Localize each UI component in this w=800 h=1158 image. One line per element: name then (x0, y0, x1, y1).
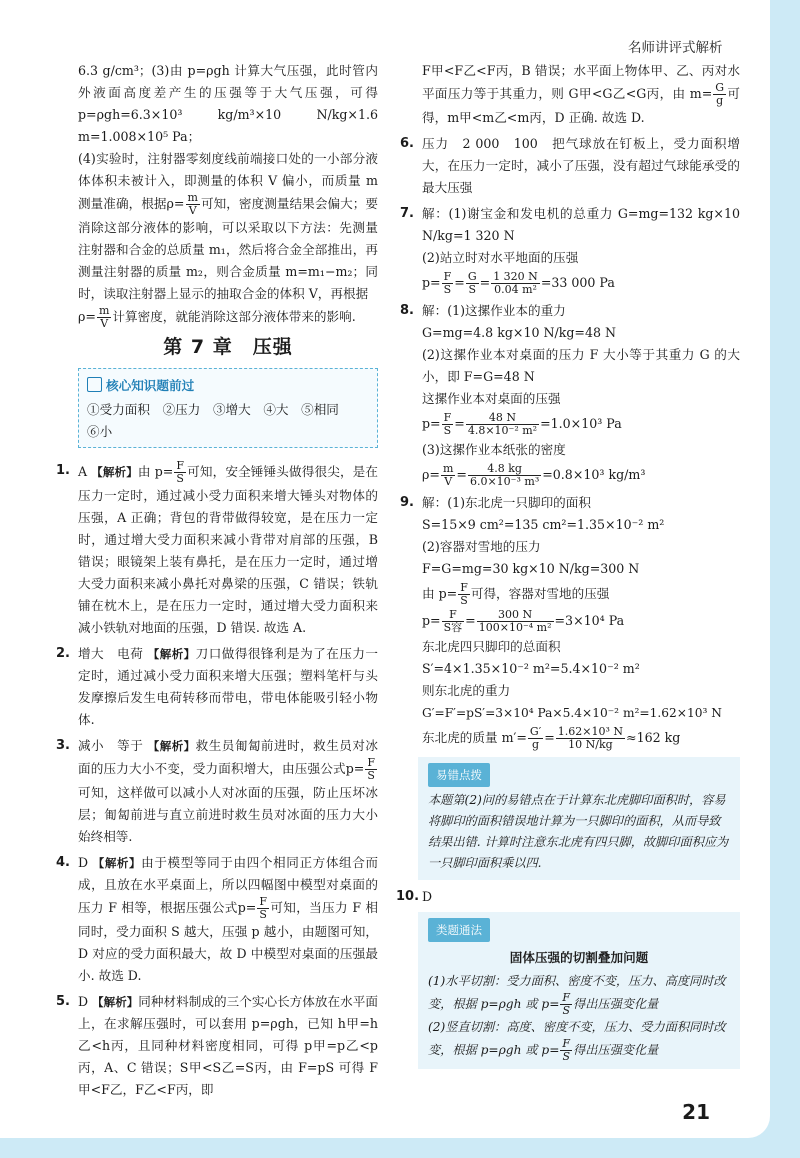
method-item-2-b: 得出压强变化量 (573, 1043, 659, 1057)
q9-line-1: 解：(1)东北虎一只脚印的面积 (422, 495, 591, 510)
fraction-f-over-s (458, 582, 470, 607)
question-6 (400, 133, 740, 199)
fraction-numerator: F (443, 270, 452, 283)
question-number: 8. (400, 303, 414, 318)
error-tip-label: 易错点拨 (428, 763, 490, 787)
fraction-denominator: S (443, 424, 452, 437)
error-tip-box (418, 757, 740, 880)
q9-l5-a: 由 p= (422, 586, 458, 601)
fraction-numerator: F (176, 459, 184, 472)
core-knowledge-answers-2: ⑥小 (87, 424, 113, 439)
fraction-denominator: 10 N/kg (568, 738, 613, 751)
fraction-f-over-s (442, 271, 454, 296)
question-number: 5. (56, 994, 70, 1009)
q8-line-2: G=mg=4.8 kg×10 N/kg=48 N (422, 325, 617, 340)
question-7 (400, 203, 740, 296)
question-10 (396, 886, 740, 908)
fraction-g-over-g (528, 726, 543, 751)
header-title: 名师讲评式解析 (628, 40, 723, 56)
question-number: 3. (56, 738, 70, 753)
fraction-numerator: m (187, 191, 198, 204)
method-item-2 (428, 1017, 730, 1063)
q6-body: 压力 2 000 100 把气球放在钉板上，受力面积增大，在压力一定时，减小了压强，没有超过气球能承受的最大压强 (422, 136, 740, 195)
eq-rho: ρ= (422, 467, 440, 482)
right-column (396, 60, 740, 1069)
prev-answer-part2 (78, 148, 378, 305)
method-item-1-b: 得出压强变化量 (573, 997, 659, 1011)
fraction-numerator: G (467, 270, 477, 283)
fraction-denominator: S (562, 1004, 570, 1017)
q8-line-1: 解：(1)这摞作业本的重力 (422, 303, 566, 318)
eq-result: ≈162 kg (626, 730, 681, 745)
fraction-denominator: S (460, 594, 468, 607)
question-4 (56, 852, 379, 987)
fraction-denominator: V (444, 475, 453, 488)
q1-pre: 由 p= (137, 464, 174, 479)
fraction-numerator: G (715, 81, 725, 94)
eq-equals-2: = (479, 275, 491, 290)
fraction-g-over-g (713, 82, 726, 107)
analysis-tag: 【解析】 (91, 465, 138, 479)
fraction-f-over-s-container (442, 609, 465, 634)
analysis-tag: 【解析】 (92, 995, 139, 1009)
question-5 (56, 991, 378, 1101)
q9-equation-1 (422, 609, 740, 634)
fraction-numeric (491, 271, 540, 296)
eq-result: =1.0×10³ Pa (540, 416, 622, 431)
fraction-denominator: V (100, 317, 109, 330)
question-number: 2. (56, 646, 70, 661)
fraction-numerator: 4.8 kg (468, 463, 541, 476)
method-label: 类题通法 (428, 918, 490, 942)
eq-result: =3×10⁴ Pa (554, 613, 625, 628)
prev-answer-text-a: (4)实验时，注射器零刻度线前端接口处的一小部分液体体积未被计入，即测量的体积 V 偏小，而质量 m 测量准确，根据 (78, 151, 378, 211)
q9-line-8: 则东北虎的重力 (422, 683, 511, 698)
fraction-f-over-s (365, 757, 377, 782)
q4-body-1: 由于模型等同于由四个相同正方体组合而成，且放在水平桌面上，所以四幅图中模型对桌面的压力 F 相等，根据压强公式 (78, 855, 379, 915)
fraction-g-over-s (466, 271, 479, 296)
answer: 增大 电荷 (78, 646, 144, 661)
fraction-numerator: F (443, 411, 452, 424)
q5-body: 同种材料制成的三个实心长方体放在水平面上，在求解压强时，可以套用 p=ρgh，已知 h甲=h乙<h丙，且同种材料密度相同，可得 p甲=p乙<p丙，A、C 错误；S甲<S乙=S丙，由 F=pS 可得 F甲<F乙，F乙<F丙，即 (78, 994, 378, 1097)
fraction-numeric (468, 463, 541, 488)
fraction-f-over-s (257, 896, 269, 921)
left-column (56, 60, 379, 1101)
q5-cont-2: 可得，m甲<m乙<m丙，D 正确. 故选 D. (422, 86, 740, 125)
core-knowledge-box (78, 368, 378, 448)
eq-equals: = (454, 275, 465, 290)
fraction-numerator: m (98, 304, 110, 317)
q9-mass-label: 东北虎的质量 m′= (422, 730, 527, 745)
analysis-tag: 【解析】 (147, 647, 196, 661)
fraction-denominator: S (176, 472, 184, 485)
question-number: 9. (400, 495, 414, 510)
fraction-denominator: S容 (443, 621, 463, 634)
fraction-f-over-s (442, 412, 454, 437)
answer: D (78, 994, 89, 1009)
q8-equation-1 (422, 412, 740, 437)
fraction-m-over-v (186, 192, 200, 217)
fraction-f-over-s (560, 1038, 572, 1063)
fraction-denominator: g (532, 738, 540, 751)
fraction-numeric (466, 412, 539, 437)
fraction-denominator: 6.0×10⁻³ m³ (469, 475, 540, 488)
core-knowledge-title: 核心知识题前过 (106, 378, 195, 393)
q9-line-7: S′=4×1.35×10⁻² m²=5.4×10⁻² m² (422, 661, 640, 676)
eq-equals: = (544, 730, 555, 745)
fraction-denominator: S (468, 283, 476, 296)
error-tip-text: 本题第(2)问的易错点在于计算东北虎脚印面积时，容易将脚印的面积错误地计算为一只脚印的面积，从而导致结果出错. 计算时注意东北虎有四只脚，故脚印面积应为一只脚印面积乘以四. (428, 793, 729, 870)
q5-cont-1: F甲<F乙<F丙，B 错误；水平面上物体甲、乙、丙对水平面压力等于其重力，则 G甲<G乙<G丙，由 m= (422, 63, 740, 101)
fraction-denominator: 4.8×10⁻² m² (467, 424, 538, 437)
page-number: 21 (682, 1100, 710, 1124)
q9-line-4: F=G=mg=30 kg×10 N/kg=300 N (422, 561, 640, 576)
answer: A (78, 464, 88, 479)
eq-equals: = (465, 613, 476, 628)
fraction-numerator: F (460, 581, 468, 594)
fraction-denominator: 100×10⁻⁴ m² (478, 621, 552, 634)
fraction-denominator: 0.04 m² (494, 283, 537, 296)
q9-l5-b: 可得，容器对雪地的压强 (470, 586, 610, 601)
q8-line-3: (2)这摞作业本对桌面的压力 F 大小等于其重力 G 的大小，即 F=G=48 N (422, 347, 740, 384)
fraction-numerator: F (367, 756, 375, 769)
q9-equation-2 (422, 726, 740, 751)
q9-line-6: 东北虎四只脚印的总面积 (422, 639, 561, 654)
q2-body: 刀口做得很锋利是为了在压力一定时，通过减小受力面积来增大压强；塑料笔杆与头发摩擦后发生电荷转移而带电，带电体能吸引轻小物体. (78, 646, 379, 727)
answer: 减小 等于 (78, 738, 144, 753)
fraction-numerator: G′ (529, 725, 542, 738)
book-icon (87, 377, 102, 392)
fraction-denominator: g (716, 94, 724, 107)
q3-p: p= (345, 761, 365, 776)
q7-line-1: 解：(1)谢宝金和发电机的总重力 G=mg=132 kg×10 N/kg=1 320 N (422, 206, 740, 243)
question-9 (400, 492, 740, 751)
prev-answer-part1: 6.3 g/cm³；(3)由 p=ρgh 计算大气压强，此时管内外液面高度差产生的压强等于大气压强，可得 p=ρgh=6.3×10³ kg/m³×10 N/kg×1.6 m=1.008×10⁵ Pa； (78, 63, 378, 144)
fraction-numerator: 1 320 N (493, 270, 538, 283)
eq-result: =0.8×10³ kg/m³ (542, 467, 646, 482)
fraction-numerator: F (562, 991, 571, 1004)
answer: D (422, 889, 433, 904)
question-number: 4. (56, 855, 70, 870)
q8-line-4: 这摞作业本对桌面的压强 (422, 391, 561, 406)
eq-p: p= (422, 275, 441, 290)
question-2 (56, 643, 379, 731)
fraction-denominator: S (562, 1050, 570, 1063)
question-1 (56, 459, 379, 639)
chapter-title: 第 7 章 压强 (163, 336, 293, 358)
core-knowledge-answers-1: ①受力面积 ②压力 ③增大 ④大 ⑤相同 (87, 402, 339, 417)
eq-p: p= (422, 613, 441, 628)
analysis-tag: 【解析】 (147, 739, 196, 753)
fraction-numerator: F (562, 1037, 571, 1050)
eq-p: p= (422, 416, 441, 431)
analysis-tag: 【解析】 (92, 856, 142, 870)
q3-body-2: 可知，这样做可以减小人对冰面的压强，防止压坏冰层；匍匐前进与直立前进时救生员对冰面的压力大小始终相等. (78, 785, 378, 844)
method-item-2-a: (2)竖直切割：高度、密度不变，压力、受力面积同时改变，根据 p=ρgh 或 p= (428, 1020, 726, 1057)
fraction-numerator: 48 N (466, 412, 539, 425)
fraction-numerator: 1.62×10³ N (557, 725, 624, 738)
q4-p: p= (237, 900, 257, 915)
method-item-1 (428, 971, 730, 1017)
fraction-denominator: V (188, 204, 197, 217)
fraction-m-over-v-2 (97, 305, 111, 330)
question-number: 10. (396, 889, 420, 904)
fraction-m-over-v (441, 463, 455, 488)
question-5-continued (422, 60, 740, 129)
method-title: 固体压强的切割叠加问题 (509, 950, 649, 965)
prev-answer-text-b: 可知，密度测量结果会偏大；要消除这部分液体的影响，可以采取以下方法：先测量注射器和合金的总质量 m₁，然后将合金全部推出，再测量注射器的质量 m₂，则合金质量 m=m₁−m₂；同时，读取注射器上显示的抽取合金的体积 V，再根据 (78, 196, 379, 301)
question-number: 7. (400, 206, 414, 221)
eq-result: =33 000 Pa (540, 275, 615, 290)
fraction-denominator: S (367, 769, 375, 782)
core-knowledge-header (87, 375, 369, 397)
rho-lhs: ρ= (166, 196, 185, 211)
fraction-denominator: S (443, 283, 452, 296)
method-box (418, 912, 740, 1069)
fraction-denominator: S (259, 908, 267, 921)
fraction-numerator: F (259, 895, 268, 908)
q7-line-2: (2)站立时对水平地面的压强 (422, 250, 579, 265)
fraction-numerator: m (442, 462, 454, 475)
question-number: 6. (400, 136, 414, 151)
rho-lhs-2: ρ= (78, 309, 96, 324)
header-tab (628, 36, 770, 62)
q1-body: 可知，安全锤锤头做得很尖，是在压力一定时，通过减小受力面积来增大锤头对物体的压强，A 正确；背包的背带做得较宽，是在压力一定时，通过增大受力面积来减小背带对肩部的压强，B 错误；眼镜架上装有鼻托，是在压力一定时，通过增大受力面积来减小鼻托对鼻梁的压强，C 错误；铁轨铺在枕木上，是在压力一定时，通过增大受力面积来减小铁轨对地面的压强，D 错误. 故选 A. (78, 464, 379, 635)
q4-body-2: 可知，当压力 F 相同时，受力面积 S 越大，压强 p 越小，由题图可知，D 对应的受力面积最大，故 D 中模型对桌面的压强最小. 故选 D. (78, 900, 379, 983)
question-3 (56, 735, 379, 848)
fraction-numeric (477, 609, 554, 634)
method-item-1-a: (1)水平切割：受力面积、密度不变，压力、高度同时改变，根据 p=ρgh 或 p= (428, 974, 726, 1011)
q9-line-9: G′=F′=pS′=3×10⁴ Pa×5.4×10⁻² m²=1.62×10³ N (422, 706, 722, 720)
q9-line-5 (422, 582, 740, 607)
question-number: 1. (56, 463, 70, 478)
prev-answer-text-c: 计算密度，就能消除这部分液体带来的影响. (112, 309, 356, 324)
prev-answer-part3 (78, 305, 378, 330)
q8-line-5: (3)这摞作业本纸张的密度 (422, 442, 566, 457)
eq-equals: = (454, 416, 465, 431)
q7-equation (422, 271, 740, 296)
fraction-numeric (556, 726, 625, 751)
q3-body-1: 救生员匍匐前进时，救生员对冰面的压力大小不变，受力面积增大，由压强公式 (78, 738, 379, 776)
fraction-numerator: 300 N (477, 609, 554, 622)
fraction-numerator: F (442, 609, 465, 622)
q9-line-2: S=15×9 cm²=135 cm²=1.35×10⁻² m² (422, 517, 665, 532)
question-8 (400, 300, 740, 488)
answer: D (78, 855, 89, 870)
fraction-f-over-s (560, 992, 572, 1017)
fraction-f-over-s (174, 460, 186, 485)
eq-equals: = (456, 467, 467, 482)
q8-equation-2 (422, 463, 740, 488)
q9-line-3: (2)容器对雪地的压力 (422, 539, 541, 554)
